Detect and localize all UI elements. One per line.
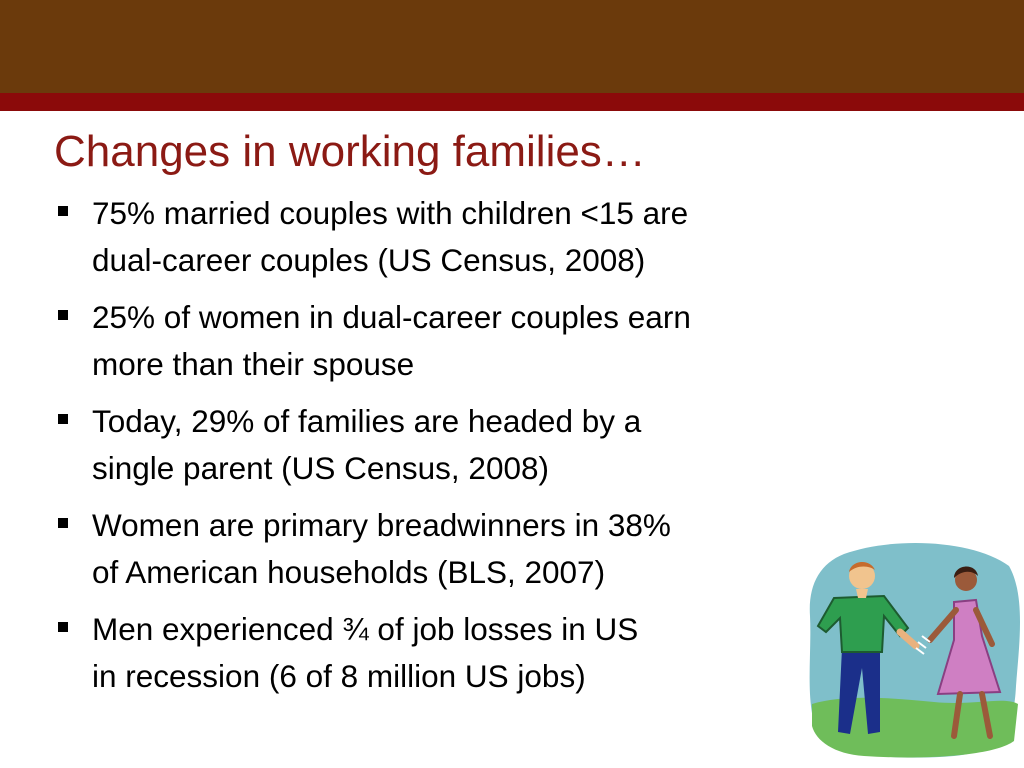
- square-bullet-icon: [58, 414, 68, 424]
- couple-holding-hands-icon: [804, 536, 1024, 758]
- bullet-text-line: more than their spouse: [92, 346, 415, 382]
- square-bullet-icon: [58, 518, 68, 528]
- square-bullet-icon: [58, 622, 68, 632]
- bullet-item: [56, 398, 856, 492]
- square-bullet-icon: [58, 310, 68, 320]
- bullet-text-line: Today, 29% of families are headed by a: [92, 403, 642, 439]
- slide-title: Changes in working families…: [54, 127, 646, 176]
- bullet-item: [56, 294, 856, 388]
- header-band: [0, 0, 1024, 93]
- bullet-item: [56, 502, 856, 596]
- bullet-text-line: of American households (BLS, 2007): [92, 554, 606, 590]
- bullet-list: [56, 190, 856, 710]
- bullet-text-line: single parent (US Census, 2008): [92, 450, 549, 486]
- bullet-text-line: 25% of women in dual-career couples earn: [92, 299, 691, 335]
- bullet-text-line: dual-career couples (US Census, 2008): [92, 242, 646, 278]
- bullet-item: [56, 190, 856, 284]
- square-bullet-icon: [58, 206, 68, 216]
- bullet-text-line: 75% married couples with children <15 are: [92, 195, 689, 231]
- bullet-text-line: in recession (6 of 8 million US jobs): [92, 658, 586, 694]
- bullet-text-line: Men experienced ¾ of job losses in US: [92, 611, 639, 647]
- bullet-text-line: Women are primary breadwinners in 38%: [92, 507, 671, 543]
- header-stripe: [0, 93, 1024, 111]
- bullet-item: [56, 606, 856, 700]
